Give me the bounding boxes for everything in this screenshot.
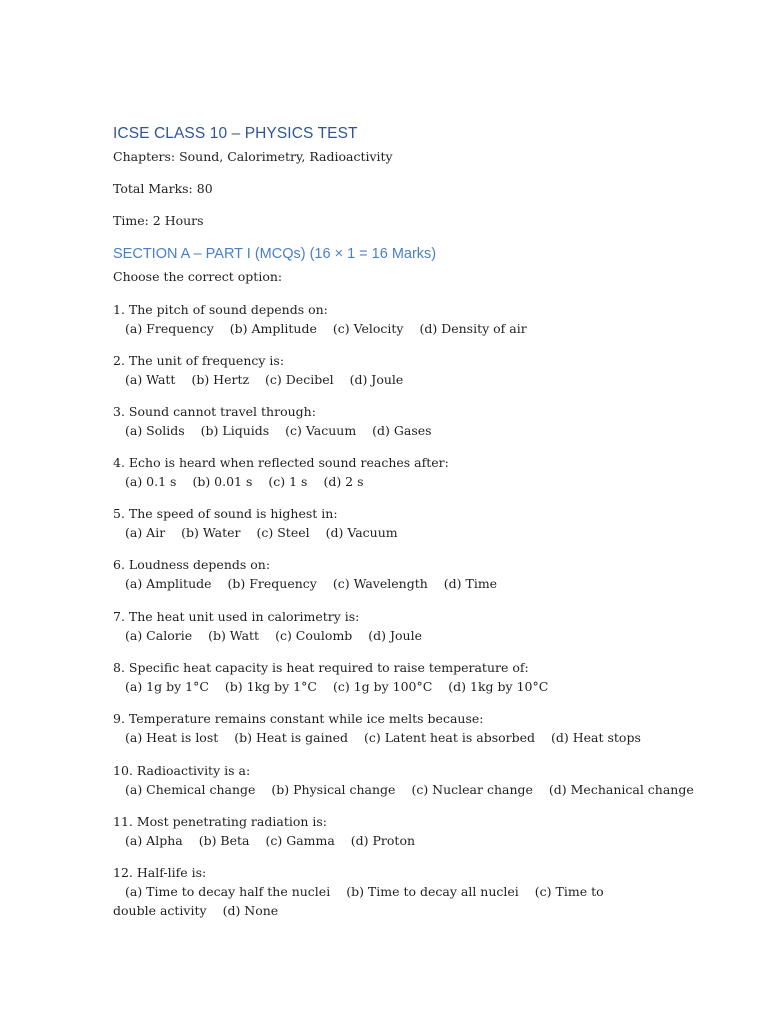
question-options [113, 626, 673, 645]
question-options [113, 523, 673, 542]
question-options [113, 319, 673, 338]
section-instruction: Choose the correct option: [113, 269, 283, 284]
question-stem: 10. Radioactivity is a: [113, 763, 251, 778]
option-d: (d) Gases [372, 423, 432, 438]
question-options [113, 421, 673, 440]
option-a: (a) Calorie [125, 628, 193, 643]
option-d: (d) Joule [349, 372, 404, 387]
option-b: (b) Heat is gained [234, 730, 349, 745]
option-d: (d) 1kg by 10°C [448, 679, 549, 694]
option-c: (c) Steel [256, 525, 310, 540]
question-9 [113, 709, 673, 747]
question-stem: 4. Echo is heard when reflected sound reaches after: [113, 455, 449, 470]
option-d: (d) Density of air [419, 321, 527, 336]
option-b: (b) 0.01 s [192, 474, 253, 489]
option-d: (d) Mechanical change [548, 782, 694, 797]
question-5 [113, 504, 673, 542]
option-d: (d) Time [443, 576, 498, 591]
question-stem: 11. Most penetrating radiation is: [113, 814, 328, 829]
question-stem: 6. Loudness depends on: [113, 557, 271, 572]
option-b: (b) Time to decay all nuclei [346, 884, 519, 899]
question-stem: 3. Sound cannot travel through: [113, 404, 316, 419]
option-b: (b) Liquids [200, 423, 270, 438]
question-stem: 2. The unit of frequency is: [113, 353, 285, 368]
chapters-line: Chapters: Sound, Calorimetry, Radioactivity [113, 149, 393, 164]
option-a: (a) Watt [125, 372, 176, 387]
question-12 [113, 863, 673, 920]
option-c: (c) Time to double activity [113, 884, 604, 918]
question-4 [113, 453, 673, 491]
question-options [113, 677, 673, 696]
option-c: (c) Coulomb [275, 628, 353, 643]
question-options [113, 574, 673, 593]
option-a: (a) Time to decay half the nuclei [125, 884, 331, 899]
question-options [113, 728, 673, 747]
option-c: (c) Decibel [265, 372, 334, 387]
question-stem: 7. The heat unit used in calorimetry is: [113, 609, 360, 624]
question-1 [113, 300, 673, 338]
option-c: (c) Vacuum [285, 423, 357, 438]
question-7 [113, 607, 673, 645]
time-line: Time: 2 Hours [113, 213, 204, 228]
option-b: (b) 1kg by 1°C [224, 679, 317, 694]
option-b: (b) Water [181, 525, 241, 540]
option-c: (c) Wavelength [332, 576, 428, 591]
question-options [113, 370, 673, 389]
option-a: (a) Heat is lost [125, 730, 219, 745]
question-options [113, 831, 673, 850]
question-stem: 12. Half-life is: [113, 865, 207, 880]
document-title: ICSE CLASS 10 – PHYSICS TEST [113, 125, 358, 142]
option-b: (b) Beta [198, 833, 250, 848]
option-c: (c) Latent heat is absorbed [364, 730, 536, 745]
question-stem: 5. The speed of sound is highest in: [113, 506, 338, 521]
option-d: (d) Proton [350, 833, 416, 848]
question-6 [113, 555, 673, 593]
option-c: (c) Gamma [265, 833, 335, 848]
option-b: (b) Frequency [227, 576, 317, 591]
question-options [113, 882, 633, 920]
question-options [113, 472, 673, 491]
question-10 [113, 761, 694, 799]
question-stem: 1. The pitch of sound depends on: [113, 302, 328, 317]
option-a: (a) Amplitude [125, 576, 212, 591]
option-a: (a) Chemical change [125, 782, 256, 797]
question-stem: 8. Specific heat capacity is heat required to raise temperature of: [113, 660, 529, 675]
option-a: (a) Air [125, 525, 166, 540]
option-c: (c) Nuclear change [411, 782, 533, 797]
option-d: (d) Vacuum [325, 525, 398, 540]
option-d: (d) Heat stops [551, 730, 641, 745]
option-b: (b) Amplitude [229, 321, 317, 336]
option-a: (a) Frequency [125, 321, 214, 336]
option-a: (a) 0.1 s [125, 474, 177, 489]
option-b: (b) Watt [208, 628, 260, 643]
question-3 [113, 402, 673, 440]
question-8 [113, 658, 673, 696]
option-b: (b) Physical change [271, 782, 396, 797]
question-2 [113, 351, 673, 389]
option-a: (a) 1g by 1°C [125, 679, 209, 694]
option-d: (d) None [222, 903, 279, 918]
option-a: (a) Solids [125, 423, 185, 438]
option-a: (a) Alpha [125, 833, 183, 848]
option-c: (c) Velocity [332, 321, 404, 336]
section-title: SECTION A – PART I (MCQs) (16 × 1 = 16 Marks) [113, 246, 437, 262]
question-11 [113, 812, 673, 850]
question-options [113, 780, 694, 799]
total-marks-line: Total Marks: 80 [113, 181, 213, 196]
option-c: (c) 1 s [268, 474, 308, 489]
option-b: (b) Hertz [191, 372, 250, 387]
option-c: (c) 1g by 100°C [332, 679, 433, 694]
option-d: (d) Joule [368, 628, 423, 643]
question-stem: 9. Temperature remains constant while ice melts because: [113, 711, 484, 726]
option-d: (d) 2 s [323, 474, 364, 489]
